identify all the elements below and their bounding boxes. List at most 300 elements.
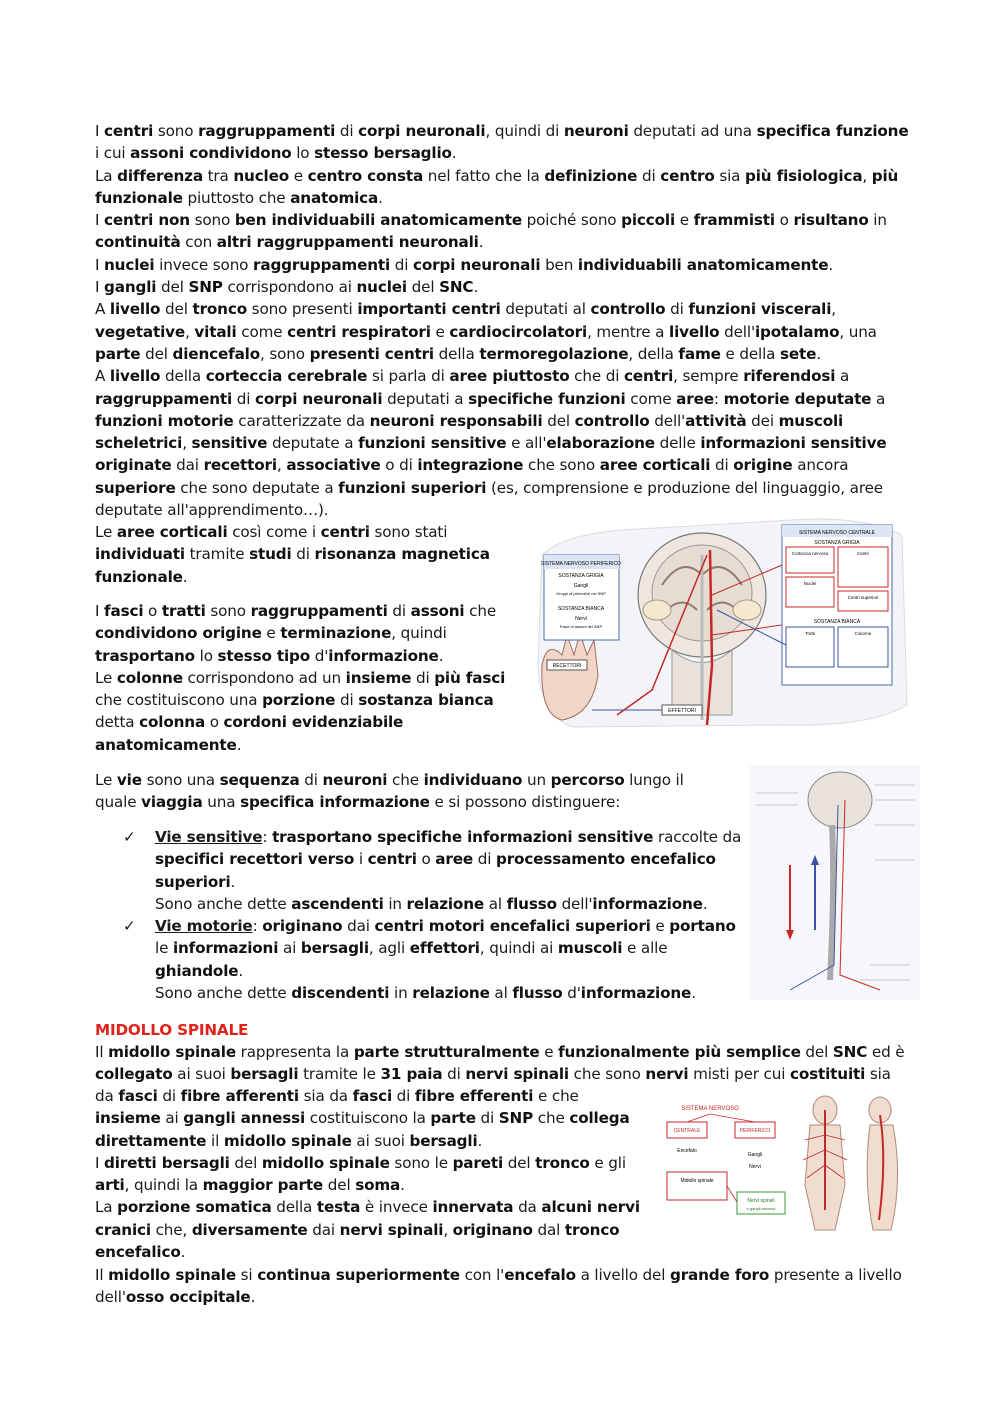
- text-run: deputati al: [500, 300, 591, 319]
- bold-term: pareti: [452, 1153, 504, 1172]
- paragraph: [95, 521, 500, 588]
- bold-term: sostanza bianca: [358, 691, 494, 710]
- text-run: e all': [506, 434, 547, 453]
- text-run: .: [691, 984, 696, 1003]
- text-run: della: [271, 1198, 317, 1217]
- figure-head-nervous-system: [532, 515, 912, 730]
- text-run: con l': [459, 1266, 505, 1284]
- bold-term: funzioni viscerali: [688, 300, 832, 319]
- text-run: corrispondono ai: [222, 278, 357, 297]
- snp-nervi: Nervi: [575, 616, 587, 622]
- fig3-midollo: Midollo spinale: [680, 1178, 714, 1184]
- text-run: è invece: [360, 1198, 433, 1217]
- bold-term: neuroni: [563, 122, 629, 140]
- bold-term: frammisti: [693, 211, 775, 230]
- text-run: che costituiscono una: [95, 691, 263, 710]
- bold-term: insieme: [95, 1109, 161, 1128]
- text-run: sono stati: [369, 523, 448, 541]
- vie-text: [95, 769, 715, 814]
- text-run: di: [710, 456, 734, 475]
- bold-term: midollo spinale: [261, 1153, 390, 1172]
- text-run: o: [416, 850, 436, 869]
- snp-grigia: SOSTANZA GRIGIA: [558, 573, 604, 579]
- text-run: rappresenta la: [235, 1043, 354, 1061]
- snc-bianca: SOSTANZA BIANCA: [813, 619, 861, 625]
- paragraph: [95, 365, 910, 521]
- paragraph: [95, 165, 910, 210]
- snc-grigia: SOSTANZA GRIGIA: [814, 540, 860, 546]
- paragraph: [95, 1041, 910, 1086]
- text-run: da: [95, 1087, 119, 1105]
- text-run: ,: [182, 434, 192, 453]
- bold-term: cardiocircolatori: [449, 322, 588, 341]
- bold-term: tronco: [192, 300, 247, 319]
- bold-term: neuroni: [322, 771, 388, 789]
- text-run: .: [230, 872, 236, 891]
- text-run: .: [438, 646, 444, 665]
- text-run: , quindi: [391, 624, 447, 643]
- bold-term: originano: [262, 917, 343, 936]
- bold-term: diretti bersagli: [104, 1153, 230, 1172]
- bold-term: informazioni sensitive originate: [95, 434, 887, 475]
- bold-term: parte: [95, 344, 141, 363]
- bold-term: percorso: [550, 771, 625, 789]
- bold-term: nervi spinali: [339, 1220, 444, 1239]
- bold-term: nervi: [645, 1065, 689, 1084]
- bold-term: centri: [320, 523, 370, 541]
- bold-term: nuclei: [104, 255, 155, 274]
- checkmark-icon: ✓: [123, 828, 136, 846]
- bold-term: testa: [316, 1198, 361, 1217]
- fig3-nervi: Nervi: [749, 1164, 761, 1170]
- text-run: Le: [95, 523, 117, 541]
- bold-term: aree piuttosto: [449, 367, 570, 386]
- text-run: i: [354, 850, 368, 869]
- bold-term: definizione: [544, 166, 638, 185]
- bold-term: colonne: [116, 668, 183, 687]
- text-run: del: [542, 411, 575, 430]
- bold-term: midollo spinale: [223, 1131, 352, 1150]
- list-line: [155, 893, 750, 915]
- text-run: sono: [205, 602, 251, 620]
- text-run: in: [383, 894, 407, 913]
- text-run: di: [390, 255, 414, 274]
- paragraph: [95, 667, 527, 756]
- text-run: deputati ad una: [628, 122, 757, 140]
- bold-term: relazione: [412, 984, 490, 1003]
- text-run: sono le: [389, 1153, 453, 1172]
- bold-term: associative: [286, 456, 381, 475]
- fig3-periferico: PERIFERICO: [739, 1128, 771, 1134]
- text-run: La: [95, 166, 118, 185]
- text-run: I: [95, 1153, 105, 1172]
- bold-term: bersagli: [300, 939, 369, 958]
- bold-term: porzione: [262, 691, 336, 710]
- bold-term: grande foro: [669, 1266, 770, 1284]
- bold-term: vitali: [194, 322, 237, 341]
- aree-corticali-text: [95, 521, 500, 588]
- text-run: detta: [95, 713, 140, 732]
- bold-term: effettori: [409, 939, 480, 958]
- bold-term: più fasci: [434, 668, 506, 687]
- text-run: i cui: [95, 144, 131, 163]
- text-run: piuttosto che: [182, 188, 291, 207]
- text-run: ancora: [792, 456, 849, 475]
- text-run: tramite le: [298, 1065, 381, 1084]
- bold-term: collegato: [95, 1065, 173, 1084]
- text-run: in: [389, 984, 413, 1003]
- text-run: invece sono: [154, 255, 253, 274]
- text-run: lo: [291, 144, 315, 163]
- bold-term: nervi spinali: [465, 1065, 569, 1084]
- text-run: ed è: [867, 1043, 905, 1061]
- text-run: .: [816, 344, 822, 363]
- text-run: , della: [628, 344, 679, 363]
- text-run: .: [180, 1243, 186, 1262]
- bold-term: centri motori encefalici superiori: [374, 917, 651, 936]
- text-run: del: [140, 344, 173, 363]
- text-run: I: [95, 211, 105, 230]
- figure-midollo: [665, 1090, 910, 1240]
- bold-term: specifici recettori verso: [155, 850, 355, 869]
- bold-term: piccoli: [621, 211, 676, 230]
- bold-term: informazione: [580, 984, 692, 1003]
- text-run: e della: [720, 344, 781, 363]
- text-run: ,: [185, 322, 195, 341]
- bold-term: viaggia: [141, 793, 203, 812]
- text-run: delle: [654, 434, 701, 453]
- text-run: ai: [160, 1109, 184, 1128]
- text-run: le: [155, 939, 173, 958]
- text-run: .: [250, 1288, 256, 1307]
- text-run: ,: [862, 166, 872, 185]
- text-run: .: [702, 894, 708, 913]
- text-run: Le: [95, 668, 117, 687]
- text-run: Il: [95, 1043, 109, 1061]
- text-run: Il: [95, 1266, 109, 1284]
- text-run: I: [95, 602, 105, 620]
- bold-term: diencefalo: [172, 344, 261, 363]
- bold-term: livello: [669, 322, 720, 341]
- text-run: ai: [278, 939, 301, 958]
- text-run: di: [335, 691, 359, 710]
- text-run: di: [665, 300, 689, 319]
- text-run: che: [533, 1109, 570, 1128]
- text-run: del: [800, 1043, 833, 1061]
- text-run: si: [235, 1266, 258, 1284]
- text-run: e si possono distinguere:: [429, 793, 621, 812]
- bold-term: informazione: [328, 646, 439, 665]
- text-run: .: [478, 233, 484, 252]
- text-run: , mentre a: [587, 322, 670, 341]
- bold-term: parte: [430, 1109, 476, 1128]
- bold-term: trasportano: [95, 646, 195, 665]
- paragraph: [95, 600, 527, 667]
- text-run: una: [202, 793, 241, 812]
- text-run: , quindi la: [124, 1176, 203, 1195]
- bold-term: Vie sensitive: [155, 828, 263, 846]
- text-run: del: [156, 278, 189, 297]
- bold-term: muscoli scheletrici: [95, 411, 844, 453]
- bold-term: importanti centri: [357, 300, 501, 319]
- text-run: tramite: [184, 545, 250, 564]
- bold-term: corpi neuronali: [255, 389, 383, 408]
- bold-term: centri: [623, 367, 674, 386]
- text-run: A: [95, 367, 110, 386]
- bold-term: gangli: [104, 278, 157, 297]
- text-run: di: [157, 1087, 181, 1105]
- bold-term: risonanza magnetica funzionale: [95, 545, 490, 586]
- text-run: dell': [719, 322, 755, 341]
- text-run: e: [289, 166, 308, 185]
- bold-term: maggior parte: [202, 1176, 324, 1195]
- snc-centri: Centri: [856, 551, 870, 556]
- bold-term: insieme: [345, 668, 412, 687]
- snp-gangli-desc: Gruppi di pirenofori nel SNP: [556, 591, 606, 596]
- bold-term: SNC: [439, 278, 474, 297]
- text-run: dai: [307, 1220, 340, 1239]
- text-run: , sono: [260, 344, 310, 363]
- snc-corteccia: Corteccia nervosa: [791, 551, 829, 556]
- text-run: in: [868, 211, 887, 230]
- snc-colonne: Colonne: [854, 631, 872, 636]
- text-run: di: [637, 166, 661, 185]
- text-run: (es, comprensione e produzione del linguaggio, aree deputate all'apprendimento…).: [95, 478, 883, 520]
- bold-term: SNP: [188, 278, 223, 297]
- bold-term: funzionalmente più semplice: [558, 1043, 801, 1061]
- bold-term: continuità: [95, 233, 181, 252]
- text-run: ,: [831, 300, 836, 319]
- bold-term: soma: [355, 1176, 401, 1195]
- bold-term: aree corticali: [116, 523, 228, 541]
- bold-term: relazione: [406, 894, 485, 913]
- bold-term: innervata: [432, 1198, 514, 1217]
- bold-term: funzioni motorie: [95, 411, 234, 430]
- text-run: caratterizzate da: [233, 411, 370, 430]
- bold-term: centro: [660, 166, 715, 185]
- text-run: ai suoi: [172, 1065, 231, 1084]
- text-run: e: [675, 211, 694, 230]
- bold-term: SNC: [832, 1043, 868, 1061]
- text-run: I: [95, 278, 105, 297]
- text-run: , quindi ai: [479, 939, 558, 958]
- bold-term: termoregolazione: [479, 344, 629, 363]
- bold-term: livello: [109, 367, 161, 386]
- bold-term: informazioni: [172, 939, 279, 958]
- bold-term: ascendenti: [291, 894, 384, 913]
- list-line: [155, 826, 750, 893]
- bold-term: discendenti: [291, 984, 390, 1003]
- bold-term: specifiche funzioni: [468, 389, 626, 408]
- text-run: , agli: [368, 939, 410, 958]
- bold-term: muscoli: [557, 939, 623, 958]
- text-run: corrispondono ad un: [182, 668, 346, 687]
- text-run: dell': [649, 411, 686, 430]
- bold-term: elaborazione: [546, 434, 655, 453]
- bold-term: più fisiologica: [745, 166, 863, 185]
- vie-list: [95, 826, 750, 1004]
- bold-term: presenti centri: [309, 344, 434, 363]
- bold-term: Vie motorie: [155, 917, 253, 936]
- midollo-text-3: [95, 1264, 910, 1309]
- text-run: del: [323, 1176, 356, 1195]
- head-diagram: [532, 515, 912, 730]
- bold-term: nucleo: [233, 166, 290, 185]
- bold-term: alcuni nervi cranici: [95, 1198, 640, 1239]
- text-run: :: [713, 389, 724, 408]
- bold-term: più funzionale: [95, 166, 899, 207]
- bold-term: corteccia cerebrale: [205, 367, 368, 386]
- bold-term: corpi neuronali: [413, 255, 541, 274]
- list-line: [155, 915, 750, 982]
- text-run: e gli: [589, 1153, 626, 1172]
- text-run: con: [180, 233, 217, 252]
- fasci-colonne-text: [95, 600, 527, 756]
- text-run: che sono: [523, 456, 600, 475]
- bold-term: fasci: [104, 602, 144, 620]
- text-run: deputate a: [267, 434, 359, 453]
- bold-term: gangli annessi: [183, 1109, 306, 1128]
- text-run: al: [484, 894, 507, 913]
- text-run: e: [261, 624, 281, 643]
- paragraph: [95, 254, 910, 276]
- bold-term: stesso bersaglio: [314, 144, 452, 163]
- bold-term: tronco: [535, 1153, 590, 1172]
- text-run: e: [539, 1043, 559, 1061]
- text-run: da: [513, 1198, 542, 1217]
- bold-term: funzioni sensitive: [358, 434, 507, 453]
- list-line: [155, 982, 750, 1004]
- text-run: d': [562, 984, 581, 1003]
- snp-title: SISTEMA NERVOSO PERIFERICO: [541, 561, 621, 567]
- bold-term: individuati: [95, 545, 185, 564]
- bold-term: integrazione: [417, 456, 524, 475]
- text-run: .: [400, 1176, 405, 1195]
- text-run: sono una: [141, 771, 220, 789]
- text-run: di: [232, 389, 256, 408]
- text-run: dai: [342, 917, 375, 936]
- text-run: che: [387, 771, 424, 789]
- bold-term: arti: [95, 1176, 125, 1195]
- text-run: come: [625, 389, 677, 408]
- text-run: di: [387, 602, 411, 620]
- text-run: costituiscono la: [305, 1109, 431, 1128]
- text-run: presente a livello dell': [95, 1266, 902, 1307]
- bold-term: flusso: [506, 894, 557, 913]
- bold-term: studi: [249, 545, 292, 564]
- paragraph: [95, 1085, 645, 1152]
- bold-term: aree corticali: [599, 456, 711, 475]
- text-run: .: [828, 255, 834, 274]
- text-run: Le: [95, 771, 117, 789]
- text-run: e che: [533, 1087, 579, 1105]
- checkmark-icon: ✓: [123, 917, 136, 936]
- bold-term: corpi neuronali: [358, 122, 486, 140]
- text-run: I: [95, 255, 105, 274]
- bold-term: portano: [669, 917, 736, 936]
- snc-tratti: Tratti: [804, 631, 816, 636]
- bold-term: originano: [452, 1220, 533, 1239]
- bold-term: recettori: [203, 456, 277, 475]
- snc-centri-sup: Centri superiori: [847, 595, 879, 600]
- text-run: sono: [153, 122, 199, 140]
- bold-term: anatomica: [290, 188, 379, 207]
- bold-term: porzione somatica: [117, 1198, 272, 1217]
- bold-term: specifica funzione: [756, 122, 909, 140]
- text-run: di: [475, 1109, 499, 1128]
- bold-term: condividono origine: [95, 624, 262, 643]
- bold-term: aree: [435, 850, 474, 869]
- bold-term: diversamente: [191, 1220, 308, 1239]
- bold-term: origine: [733, 456, 793, 475]
- bold-term: risultano: [793, 211, 869, 230]
- snp-nervi-desc: Fasci di assoni del SNP: [559, 624, 603, 629]
- text-run: :: [262, 828, 273, 846]
- bold-term: colonna: [139, 713, 206, 732]
- bold-term: fasci: [118, 1087, 158, 1105]
- text-run: .: [473, 278, 479, 297]
- figure-spinal-pathways: [750, 765, 920, 1000]
- bold-term: controllo: [590, 300, 666, 319]
- bold-term: specifica informazione: [240, 793, 430, 812]
- text-run: :: [252, 917, 263, 936]
- bold-term: midollo spinale: [108, 1266, 236, 1284]
- bold-term: bersagli: [409, 1131, 478, 1150]
- bold-term: ipotalamo: [754, 322, 840, 341]
- bold-term: raggruppamenti: [250, 602, 388, 620]
- recettori-label: RECETTORI: [552, 663, 582, 669]
- text-run: e: [430, 322, 450, 341]
- text-run: o: [143, 602, 162, 620]
- text-run: nel fatto che la: [423, 166, 545, 185]
- text-run: che sono: [568, 1065, 646, 1084]
- bold-term: raggruppamenti: [95, 389, 233, 408]
- text-run: ,: [276, 456, 287, 475]
- text-run: di: [335, 122, 359, 140]
- bold-term: funzioni superiori: [338, 478, 487, 497]
- list-item: [95, 915, 750, 1004]
- fig3-gangli: Gangli: [747, 1152, 763, 1158]
- bold-term: osso occipitale: [125, 1288, 251, 1307]
- section-title: MIDOLLO SPINALE: [95, 1021, 249, 1039]
- paragraph: [95, 276, 910, 298]
- intro-text: [95, 120, 910, 521]
- bold-term: flusso: [512, 984, 563, 1003]
- text-run: .: [378, 188, 383, 207]
- text-run: ben: [540, 255, 578, 274]
- text-run: , quindi di: [485, 122, 564, 140]
- bold-term: centri respiratori: [287, 322, 431, 341]
- text-run: del: [160, 300, 193, 319]
- paragraph: [95, 1264, 910, 1309]
- text-run: lungo il quale: [95, 771, 684, 812]
- bold-term: neuroni responsabili: [369, 411, 543, 430]
- text-run: che di: [569, 367, 624, 386]
- text-run: si parla di: [367, 367, 450, 386]
- bold-term: fasci: [352, 1087, 392, 1105]
- bold-term: centri: [104, 122, 154, 140]
- fig3-gangli-spinali: e gangli annessi: [746, 1206, 776, 1211]
- paragraph: [95, 298, 910, 365]
- bold-term: superiore: [95, 478, 176, 497]
- fig3-title: SISTEMA NERVOSO: [681, 1106, 739, 1112]
- bold-term: centri: [367, 850, 417, 869]
- bold-term: raggruppamenti: [253, 255, 391, 274]
- text-run: sia: [865, 1065, 891, 1084]
- bold-term: trasportano specifiche informazioni sensitive: [272, 828, 654, 846]
- snp-gangli: Gangli: [573, 583, 589, 589]
- text-run: sia: [714, 166, 746, 185]
